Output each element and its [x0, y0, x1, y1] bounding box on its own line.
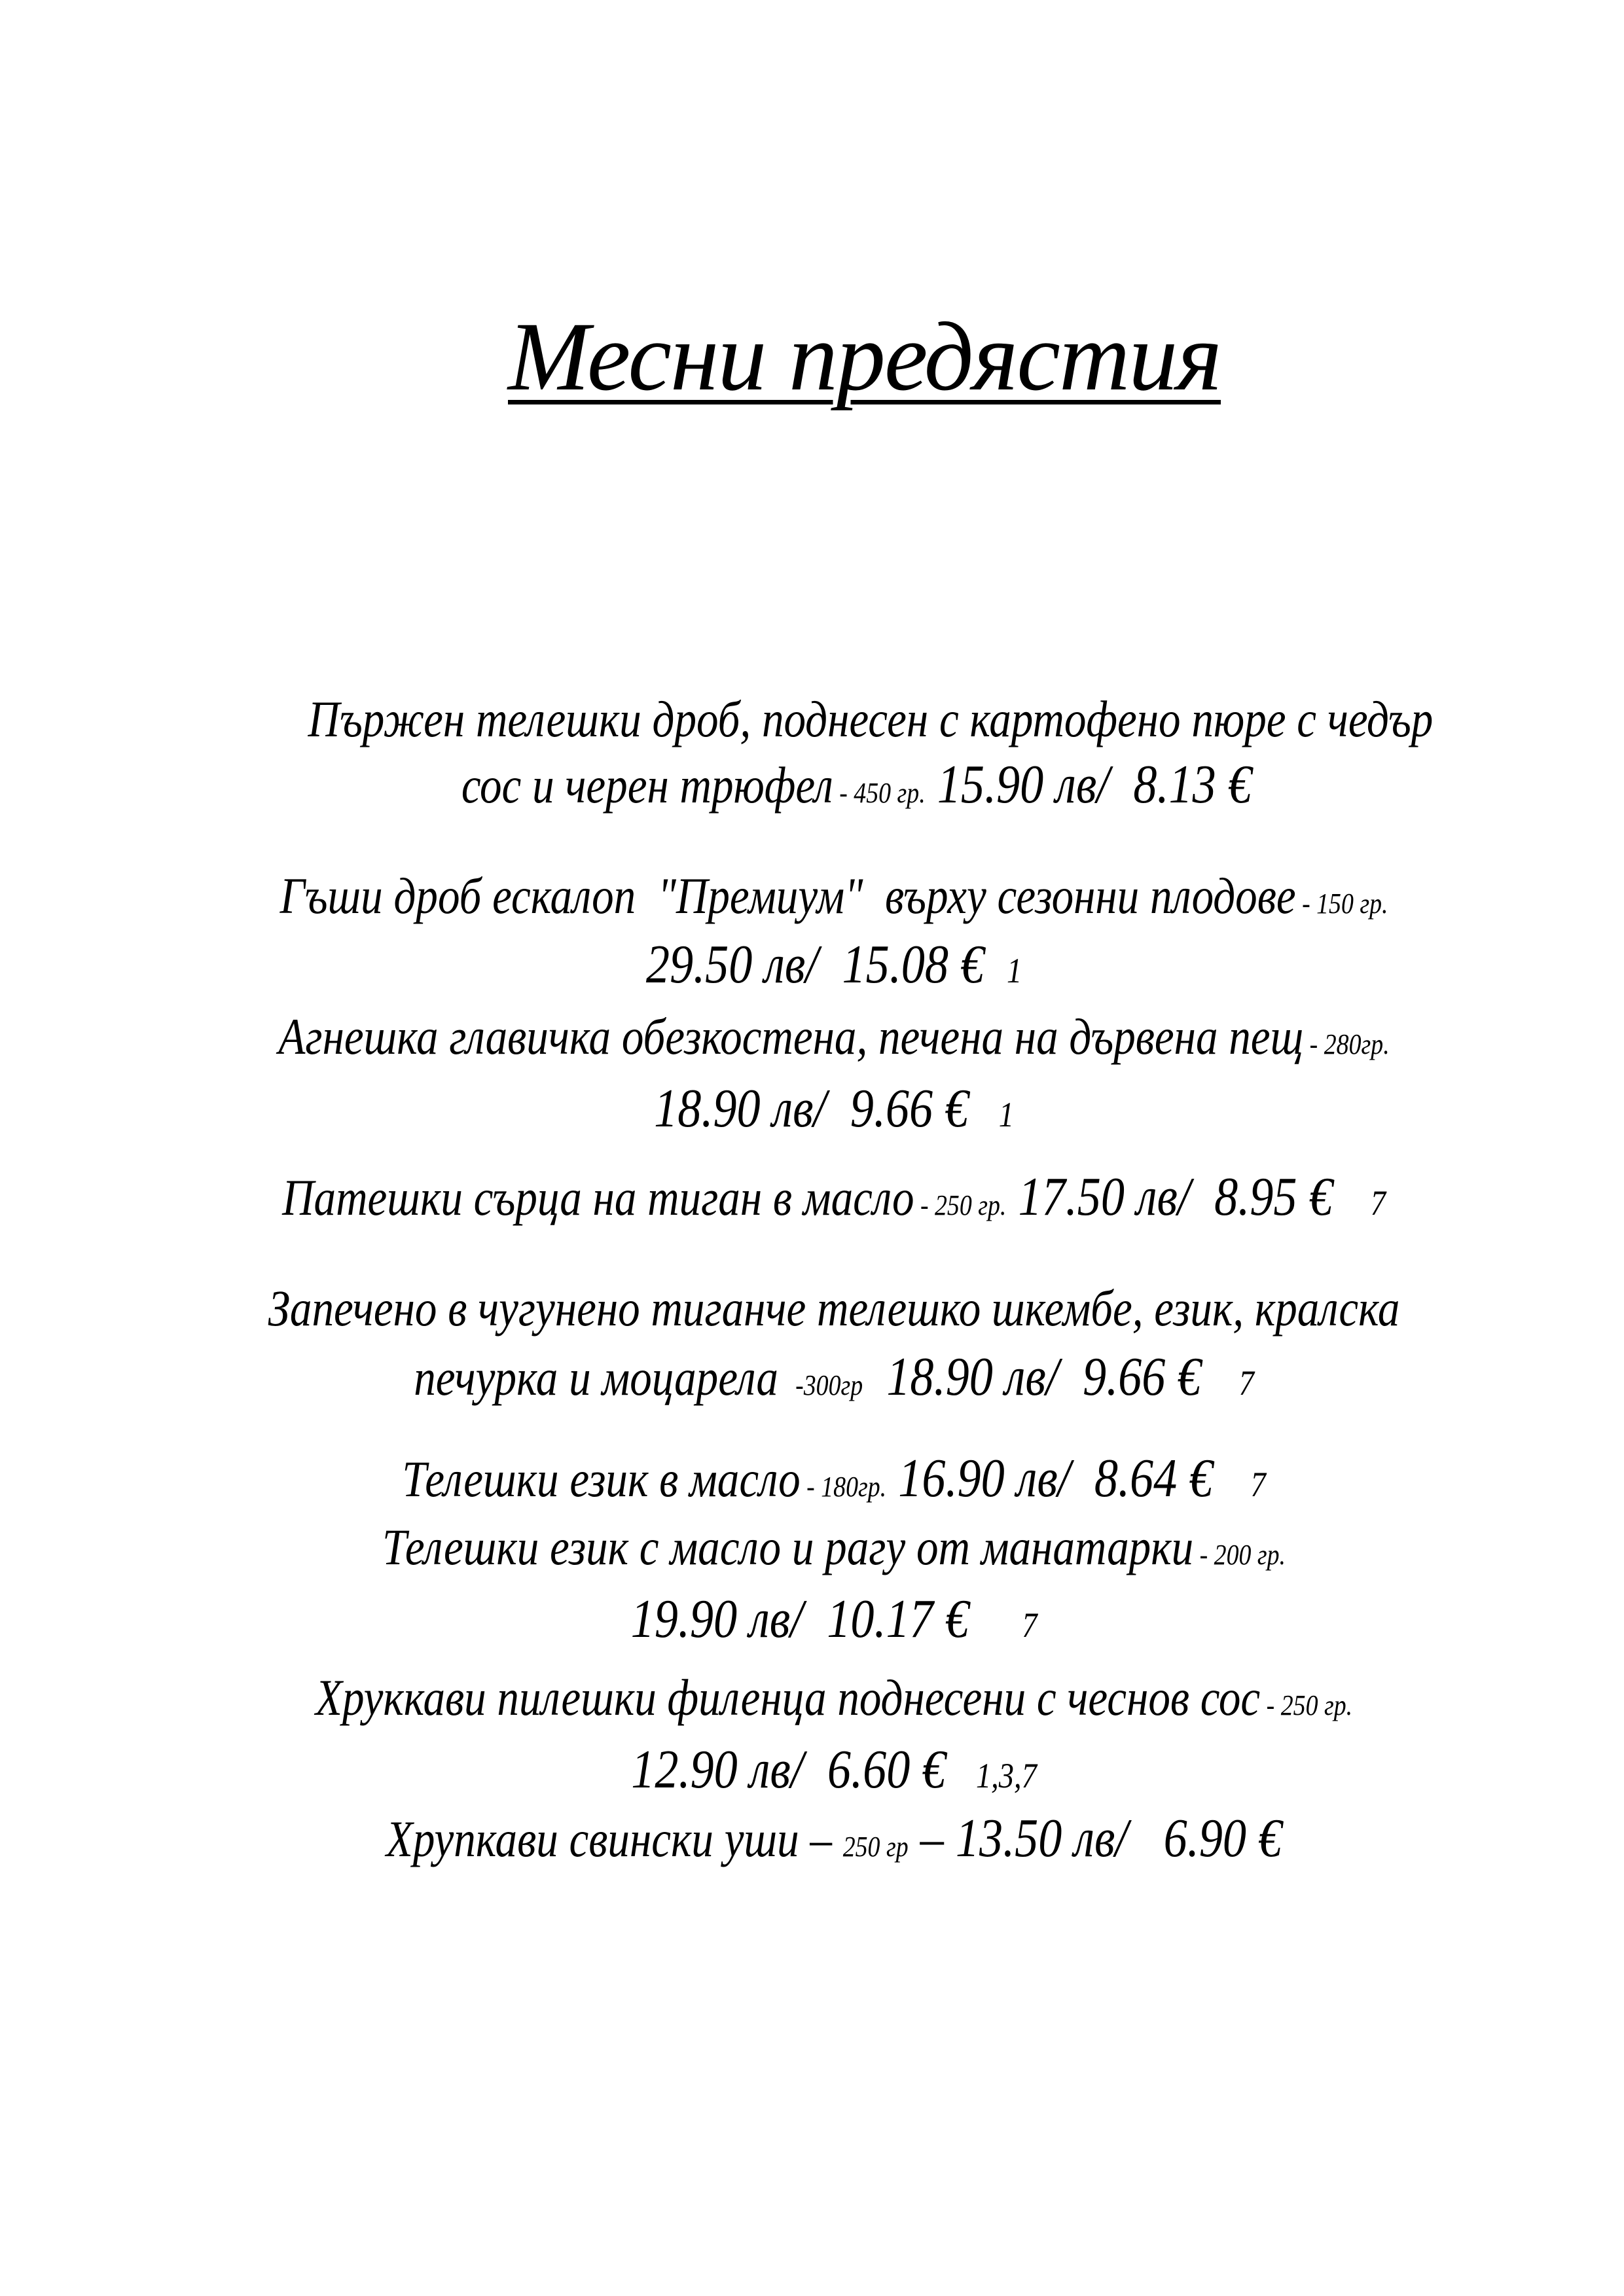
- item-allergens: 1: [984, 951, 1022, 990]
- item-price: 12.90 лв/ 6.60 €: [631, 1739, 946, 1800]
- item-price: 15.90 лв/ 8.13 €: [925, 754, 1252, 815]
- item-description: Телешки език с масло и рагу от манатарки: [382, 1518, 1194, 1575]
- item-description: Агнешка главичка обезкостена, печена на дървена пещ: [278, 1008, 1304, 1065]
- item-description: Пържен телешки дроб, поднесен с картофено пюре с чедър: [308, 691, 1434, 747]
- item-description: Гъши дроб ескалоп "Премиум" върху сезонни плодове: [280, 867, 1296, 924]
- item-weight: 250 гр: [842, 1831, 909, 1863]
- item-price: 18.90 лв/ 9.66 €: [654, 1078, 969, 1139]
- item-weight: - 450 гр.: [833, 777, 926, 809]
- item-description: Телешки език в масло: [402, 1450, 801, 1507]
- item-weight: - 250 гр.: [914, 1189, 1007, 1221]
- item-allergens: 7: [1332, 1183, 1386, 1223]
- item-allergens: 7: [1212, 1465, 1266, 1504]
- item-description: Хрупкави свински уши –: [386, 1810, 843, 1867]
- item-allergens: 1: [968, 1095, 1014, 1134]
- item-description: сос и черен трюфел: [461, 757, 833, 814]
- item-weight: - 180гр.: [800, 1471, 887, 1503]
- item-description: Патешки сърца на тиган в масло: [282, 1169, 914, 1226]
- item-allergens: 7: [968, 1605, 1038, 1645]
- item-price: 18.90 лв/ 9.66 €: [863, 1346, 1201, 1407]
- item-price: 17.50 лв/ 8.95 €: [1006, 1166, 1333, 1227]
- menu-item-9-line-1: [114, 1744, 1511, 1941]
- title-text: Месни предястия: [508, 302, 1221, 411]
- item-weight: - 150 гр.: [1295, 888, 1388, 920]
- item-price: 16.90 лв/ 8.64 €: [886, 1448, 1213, 1509]
- item-price: 19.90 лв/ 10.17 €: [630, 1588, 969, 1649]
- item-description: Запечено в чугунено тиганче телешко шкембе, език, кралска: [268, 1280, 1400, 1336]
- item-weight: -300гр: [789, 1369, 863, 1401]
- page-title: [0, 301, 1624, 412]
- item-weight: - 200 гр.: [1193, 1539, 1286, 1571]
- item-weight: - 280гр.: [1303, 1028, 1390, 1060]
- item-price: – 13.50 лв/ 6.90 €: [908, 1808, 1282, 1869]
- item-allergens: 1,3,7: [945, 1756, 1037, 1795]
- item-allergens: 7: [1200, 1363, 1254, 1403]
- item-weight: - 250 гр.: [1260, 1689, 1353, 1721]
- item-price: 29.50 лв/ 15.08 €: [645, 934, 984, 995]
- item-description: Хруккави пилешки филенца поднесени с чеснов сос: [315, 1669, 1261, 1726]
- item-description: печурка и моцарела: [414, 1349, 789, 1406]
